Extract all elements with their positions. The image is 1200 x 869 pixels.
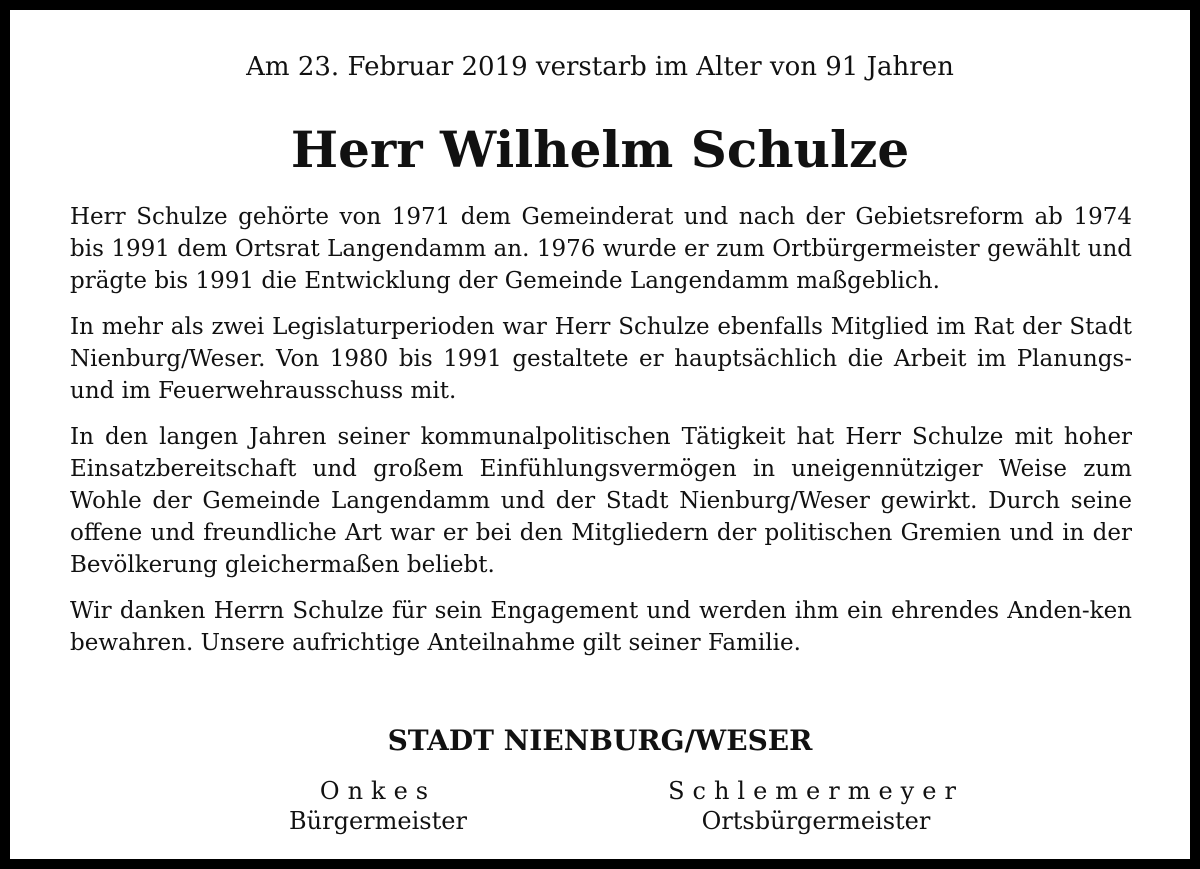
deceased-name: Herr Wilhelm Schulze xyxy=(290,120,910,179)
body-paragraph: Wir danken Herrn Schulze für sein Engagement und werden ihm ein ehrendes Anden-ken bewahren. Unsere aufrichtige Anteilnahme gilt seiner Familie. xyxy=(70,598,1132,656)
signatory-local-mayor xyxy=(636,776,996,836)
signatory-title: Ortsbürgermeister xyxy=(701,807,931,835)
body-paragraph: Herr Schulze gehörte von 1971 dem Gemeinderat und nach der Gebietsreform ab 1974 bis 1991 dem Ortsrat Langendamm an. 1976 wurde er zum Ortbürgermeister gewählt und prägte bis 1991 die Entwicklung der Gemeinde Langendamm maßgeblich. xyxy=(70,204,1132,294)
signatory-title: Bürgermeister xyxy=(289,807,467,835)
organization-name: STADT NIENBURG/WESER xyxy=(387,724,813,757)
notice-body xyxy=(70,201,1132,673)
body-paragraph: In den langen Jahren seiner kommunalpolitischen Tätigkeit hat Herr Schulze mit hoher Einsatzbereitschaft und großem Einfühlungsvermögen in uneigennütziger Weise zum Wohle der Gemeinde Langendamm und der Stadt Nienburg/Weser gewirkt. Durch seine offene und freundliche Art war er bei den Mitgliedern der politischen Gremien und in der Bevölkerung gleichermaßen beliebt. xyxy=(70,424,1132,578)
intro-line: Am 23. Februar 2019 verstarb im Alter von 91 Jahren xyxy=(246,52,954,82)
body-paragraph: In mehr als zwei Legislaturperioden war Herr Schulze ebenfalls Mitglied im Rat der Stadt Nienburg/Weser. Von 1980 bis 1991 gestaltete er hauptsächlich die Arbeit im Planungs- und im Feuerwehrausschuss mit. xyxy=(70,314,1132,404)
signatory-name: Onkes xyxy=(319,777,437,805)
signatory-name: Schlemermeyer xyxy=(668,777,964,805)
signatory-mayor xyxy=(198,776,558,836)
